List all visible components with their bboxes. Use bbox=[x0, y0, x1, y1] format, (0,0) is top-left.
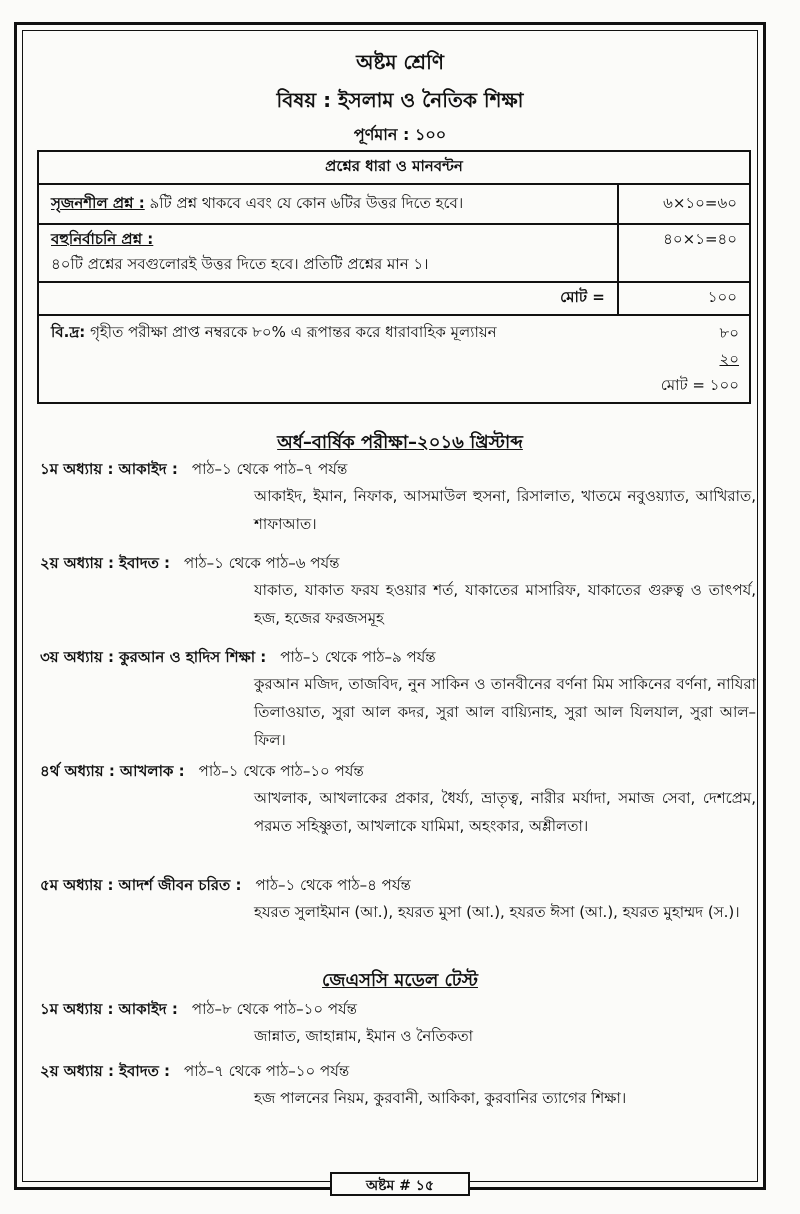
chapter-block bbox=[40, 996, 756, 1050]
total-value: ১০০ bbox=[618, 282, 750, 315]
note-prefix: বি.দ্র: bbox=[51, 323, 86, 341]
chapter-topics: আকাইদ, ইমান, নিফাক, আসমাউল হুসনা, রিসালাত, খাতমে নবুওয়্যাত, আখিরাত, শাফাআত। bbox=[254, 487, 756, 533]
chapter-topics: যাকাত, যাকাত ফরয হওয়ার শর্ত, যাকাতের মাসারিফ, যাকাতের গুরুত্ব ও তাৎপর্য, হজ, হজের ফরজসমূহ bbox=[254, 581, 756, 627]
chapter-name: ১ম অধ্যায় : আকাইদ : bbox=[40, 460, 178, 478]
table-row bbox=[38, 282, 750, 315]
jsc-model-title: জেএসসি মডেল টেস্ট bbox=[322, 970, 478, 991]
chapter-block bbox=[40, 644, 756, 754]
chapter-name: ৫ম অধ্যায় : আদর্শ জীবন চরিত : bbox=[40, 876, 242, 894]
note-values bbox=[661, 320, 739, 398]
question-type-cell bbox=[38, 224, 618, 282]
note-text: গৃহীত পরীক্ষা প্রাপ্ত নম্বরকে ৮০% এ রূপান্তর করে ধারাবাহিক মূল্যায়ন bbox=[90, 323, 497, 341]
lesson-range: পাঠ–১ থেকে পাঠ–১০ পর্যন্ত bbox=[198, 762, 364, 780]
chapter-name: ২য় অধ্যায় : ইবাদত : bbox=[40, 1062, 171, 1080]
chapter-block bbox=[40, 872, 756, 926]
full-marks: পূর্ণমান : ১০০ bbox=[353, 125, 447, 144]
chapter-name: ৪র্থ অধ্যায় : আখলাক : bbox=[40, 762, 185, 780]
page-number-tag: অষ্টম # ১৫ bbox=[330, 1172, 470, 1196]
chapter-topics: কুরআন মজিদ, তাজবিদ, নুন সাকিন ও তানবীনের বর্ণনা মিম সাকিনের বর্ণনা, নাযিরা তিলাওয়াত, সুরা আল কদর, সুরা আল বায়্যিনাহ, সুরা আল যিলযাল, সুরা আল–ফিল। bbox=[254, 675, 756, 749]
subject-title: বিষয় : ইসলাম ও নৈতিক শিক্ষা bbox=[276, 88, 524, 112]
marks-cell: ৪০×১=৪০ bbox=[618, 224, 750, 282]
chapter-name: ৩য় অধ্যায় : কুরআন ও হাদিস শিক্ষা : bbox=[40, 648, 267, 666]
question-type-label: বহুনির্বাচনি প্রশ্ন : bbox=[51, 230, 154, 248]
note-total: মোট = ১০০ bbox=[660, 376, 739, 394]
table-row bbox=[38, 315, 750, 403]
lesson-range: পাঠ–১ থেকে পাঠ–৭ পর্যন্ত bbox=[191, 460, 348, 478]
note-value-1: ৮০ bbox=[719, 324, 739, 342]
class-title: অষ্টম শ্রেণি bbox=[356, 50, 444, 74]
table-heading: প্রশ্নের ধারা ও মানবন্টন bbox=[38, 151, 750, 184]
chapter-topics: হজ পালনের নিয়ম, কুরবানী, আকিকা, কুরবানির ত্যাগের শিক্ষা। bbox=[254, 1089, 627, 1107]
chapter-block bbox=[40, 456, 756, 538]
chapter-block bbox=[40, 550, 756, 632]
note-text-block bbox=[51, 319, 531, 345]
marks-distribution-table bbox=[37, 150, 751, 404]
question-type-label: সৃজনশীল প্রশ্ন : bbox=[51, 193, 145, 212]
total-label: মোট = bbox=[38, 282, 618, 315]
chapter-block bbox=[40, 1058, 756, 1112]
half-yearly-title: অর্ধ–বার্ষিক পরীক্ষা–২০১৬ খ্রিস্টাব্দ bbox=[277, 432, 523, 453]
lesson-range: পাঠ–৭ থেকে পাঠ–১০ পর্যন্ত bbox=[184, 1062, 350, 1080]
chapter-topics: জান্নাত, জাহান্নাম, ইমান ও নৈতিকতা bbox=[254, 1027, 473, 1045]
question-type-cell bbox=[38, 184, 618, 224]
table-row bbox=[38, 224, 750, 282]
chapter-topics: হযরত সুলাইমান (আ.), হযরত মুসা (আ.), হযরত ঈসা (আ.), হযরত মুহাম্মদ (স.)। bbox=[254, 903, 740, 921]
chapter-topics: আখলাক, আখলাকের প্রকার, ধৈর্য্য, ভ্রাতৃত্ব, নারীর মর্যাদা, সমাজ সেবা, দেশপ্রেম, পরমত সহিষ্ণুতা, আখলাকে যামিমা, অহংকার, অশ্লীলতা। bbox=[254, 789, 756, 835]
lesson-range: পাঠ–৮ থেকে পাঠ–১০ পর্যন্ত bbox=[191, 1000, 358, 1018]
chapter-block bbox=[40, 758, 756, 840]
question-type-desc: ৯টি প্রশ্ন থাকবে এবং যে কোন ৬টির উত্তর দিতে হবে। bbox=[149, 193, 464, 212]
marks-cell: ৬×১০=৬০ bbox=[618, 184, 750, 224]
lesson-range: পাঠ–১ থেকে পাঠ–৪ পর্যন্ত bbox=[255, 876, 411, 894]
lesson-range: পাঠ–১ থেকে পাঠ–৯ পর্যন্ত bbox=[280, 648, 436, 666]
note-cell bbox=[38, 315, 750, 403]
table-row bbox=[38, 184, 750, 224]
chapter-name: ১ম অধ্যায় : আকাইদ : bbox=[40, 1000, 178, 1018]
question-type-desc: ৪০টি প্রশ্নের সবগুলোরই উত্তর দিতে হবে। প্রতিটি প্রশ্নের মান ১। bbox=[51, 255, 429, 273]
note-value-2: ২০ bbox=[719, 350, 739, 368]
lesson-range: পাঠ–১ থেকে পাঠ–৬ পর্যন্ত bbox=[184, 554, 340, 572]
chapter-name: ২য় অধ্যায় : ইবাদত : bbox=[40, 554, 171, 572]
